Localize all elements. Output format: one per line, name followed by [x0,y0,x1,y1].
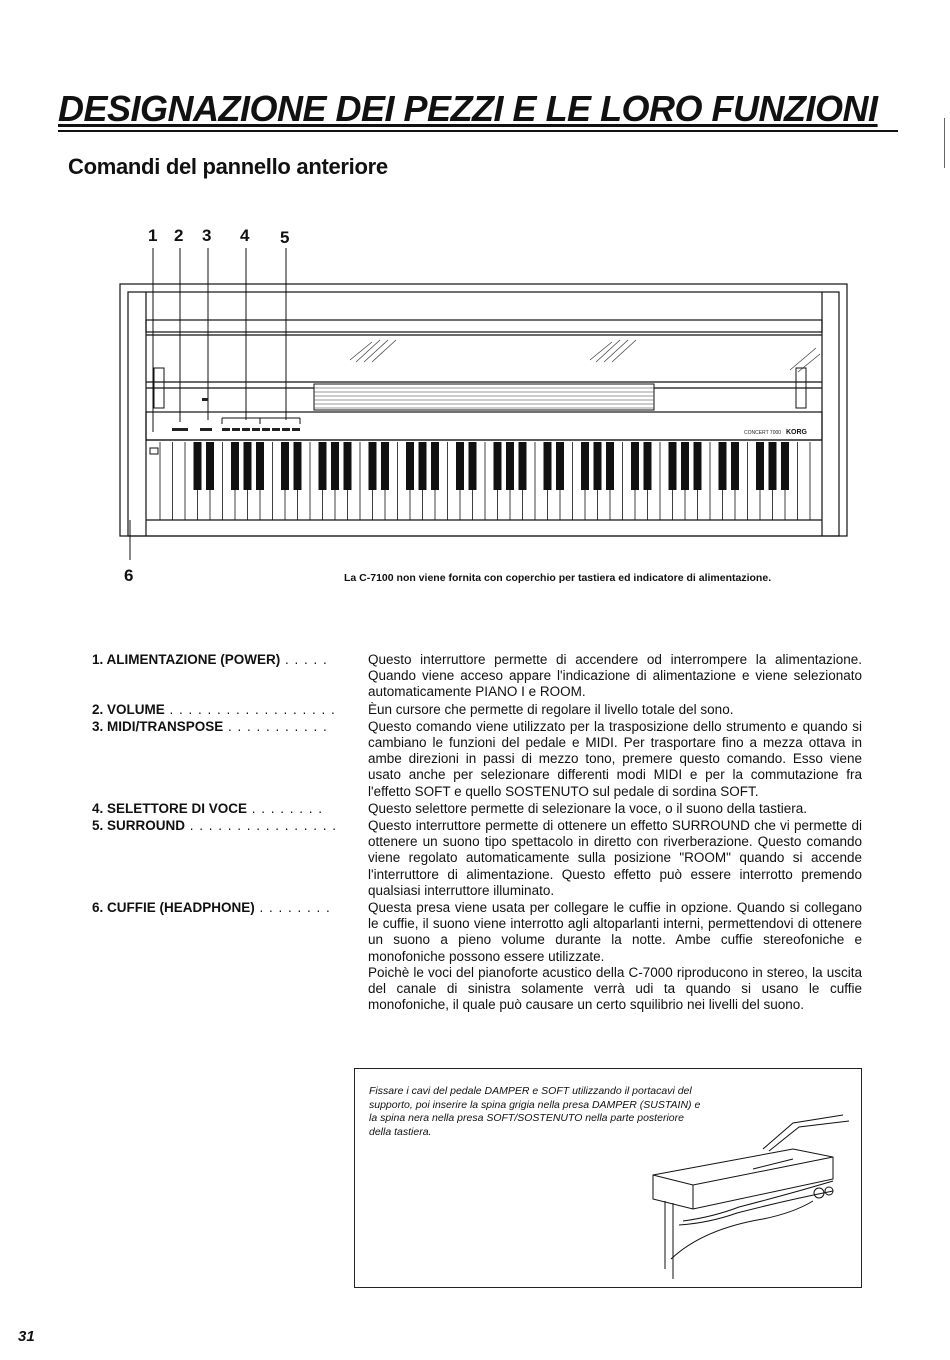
black-key [769,442,777,490]
black-key [644,442,652,490]
black-key [494,442,502,490]
black-key [731,442,739,490]
callout-3: 3 [202,226,212,245]
definition-item [92,900,862,1013]
callout-6: 6 [124,566,134,585]
black-key [331,442,339,490]
definition-item [92,702,862,718]
piano-illustration [110,220,850,560]
definition-term: 3. MIDI/TRANSPOSE [92,718,224,734]
black-key [519,442,527,490]
definition-term: 4. SELETTORE DI VOCE [92,800,248,816]
definition-term: 5. SURROUND [92,818,186,834]
black-key [406,442,414,490]
pedal-cable-illustration [643,1109,853,1279]
note-text: Fissare i cavi del pedale DAMPER e SOFT utilizzando il portacavi del supporto, poi inserire la spina grigia nella presa DAMPER (SUSTAIN) e la spina nera nella presa SOFT/SOSTENUTO nella parte posteriore della tastiera. [369,1085,701,1138]
definition-term: 6. CUFFIE (HEADPHONE) [92,900,255,916]
callout-5: 5 [280,228,290,247]
leader-dots: . . . . . . . . [254,900,331,916]
black-key [194,442,202,490]
black-key [556,442,564,490]
definition-text: Questa presa viene usata per collegare le cuffie in opzione. Quando si collegano le cuffie, il suono viene interrotto agli altoparlanti interni, permettendovi di ottenere un suono a pieno volume durante la notte. Ambe cuffie stereofoniche e monofoniche possono essere utilizzate. [368,900,862,964]
black-key [206,442,214,490]
leader-dots: . . . . . [280,652,328,667]
black-key [781,442,789,490]
definition-item [92,801,862,817]
front-panel-figure [110,220,850,590]
black-key [294,442,302,490]
model-label: CONCERT 7000 [744,430,782,436]
definition-text: Questo comando viene utilizzato per la trasposizione dello strumento e quando si cambiano le funzioni del pedale e MIDI. Per trasportare fino a mezza ottava in ambe direzioni in passi di mezzo tono, premere questo comando. Esso viene usato anche per selezionare differenti modi MIDI e per la commutazione fra l'effetto SOFT e quello SOSTENUTO sul pedale di sordina SOFT. [368,718,862,799]
definition-term: 1. ALIMENTAZIONE (POWER) [92,652,281,667]
page-edge-mark [944,118,945,168]
callout-2: 2 [174,226,184,245]
black-key [544,442,552,490]
black-key [594,442,602,490]
black-key [631,442,639,490]
black-key [344,442,352,490]
black-key [456,442,464,490]
black-key [694,442,702,490]
page-number: 31 [18,1328,35,1345]
definition-item [92,818,862,899]
black-key [756,442,764,490]
black-key [681,442,689,490]
callout-1: 1 [148,226,158,245]
definition-text: Questo interruttore permette di accendere od interrompere la alimentazione. Quando viene acceso appare l'indicazione di alimentazione e viene selezionato automaticamente PIANO I e ROOM. [368,652,862,700]
black-key [369,442,377,490]
black-key [431,442,439,490]
definition-text: Questo interruttore permette di ottenere un effetto SURROUND che vi permette di ottenere un suono tipo spettacolo in diretto con riverberazione. Questo comando viene regolato automaticamente sulla posizione "ROOM" quando si accende l'interruttore di alimentazione. Questo effetto può essere interrotto premendo qualsiasi interruttore illuminato. [368,818,862,898]
note-box [354,1068,862,1288]
section-subtitle: Comandi del pannello anteriore [68,154,388,179]
leader-dots: . . . . . . . . . . . . . . . . [185,818,338,834]
black-key [719,442,727,490]
black-key [581,442,589,490]
leader-dots: . . . . . . . . [247,800,324,816]
black-key [231,442,239,490]
definition-text: Questo selettore permette di selezionare la voce, o il suono della tastiera. [368,800,807,816]
definition-item [92,652,862,701]
leader-dots: . . . . . . . . . . . . . . . . . . [164,701,336,717]
black-key [669,442,677,490]
brand-logo: KORG [786,429,807,436]
black-key [244,442,252,490]
black-key [419,442,427,490]
definition-item [92,719,862,800]
black-key [381,442,389,490]
black-key [469,442,477,490]
black-key [506,442,514,490]
page-title-block [58,88,898,132]
definition-text-continued: Poichè le voci del pianoforte acustico della C-7000 riproducono in stereo, la uscita del canale di sinistra solamente verrà udi ta quando si usano le cuffie monofoniche, il quale può causare un certo squilibrio nei livelli del suono. [368,964,862,1013]
callout-4: 4 [240,226,250,245]
black-key [281,442,289,490]
definition-term: 2. VOLUME [92,701,165,717]
black-key [256,442,264,490]
figure-caption: La C-7100 non viene fornita con coperchio per tastiera ed indicatore di alimentazione. [344,572,772,584]
black-key [606,442,614,490]
definition-text: Èun cursore che permette di regolare il livello totale del sono. [368,701,734,717]
leader-dots: . . . . . . . . . . . [223,718,328,734]
black-key [319,442,327,490]
page-title: DESIGNAZIONE DEI PEZZI E LE LORO FUNZIONI [58,88,878,129]
definition-list [92,652,862,1014]
